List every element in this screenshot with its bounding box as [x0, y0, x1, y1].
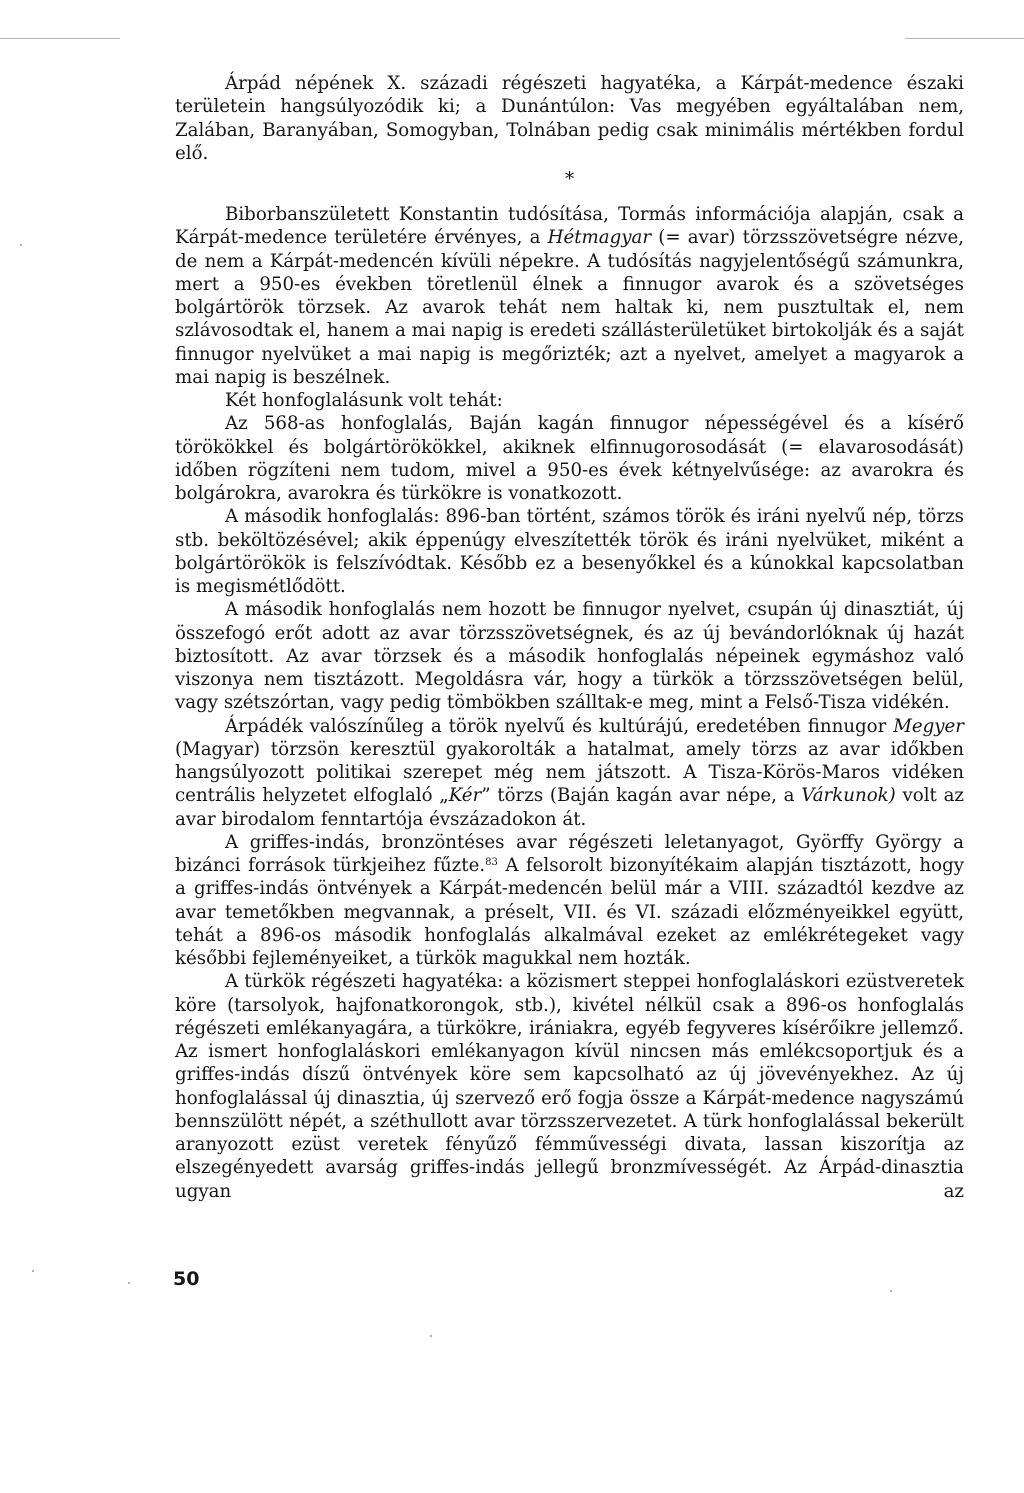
scan-line-top-right — [905, 38, 1024, 39]
paragraph-arpads-text-c: ” törzs (Baján kagán avar népe, a — [481, 785, 802, 807]
scan-speck — [128, 1282, 130, 1284]
paragraph-griffes-text-b: A felsorolt bizonyítékaim alapján tisztázott, hogy a griffes-indás öntvények a Kárpát-medencén belül már a VIII. századtól kezdve az avar temetőkben megvannak, a préselt, VII. és VI. századi előzményeikkel együtt, tehát a 896-os második honfoglalás alkalmával ezeket az emlékrétegeket vagy későbbi fejleményeiket, a türkök magukkal nem hozták. — [175, 855, 965, 969]
paragraph-konstantin — [175, 203, 964, 389]
paragraph-turk-heritage: A türkök régészeti hagyatéka: a közismert steppei honfoglaláskori ezüstveretek köre (tarsolyok, hajfonatkorongok, stb.), kivétel nélkül csak a 896-os honfoglalás régészeti emlékanyagára, a türkökre, irániakra, egyéb fegyveres kísérőikre jellemző. Az ismert honfoglaláskori emlékanyagon kívül nincsen más emlékcsoportjuk és a griffes-indás díszű öntvények köre sem kapcsolható az új jövevényekhez. Az új honfoglalással új dinasztia, új szervező erő fogja össze a Kárpát-medence nagyszámú bennszülött népét, a széthullott avar törzsszervezetet. A türk honfoglalással bekerült aranyozott ezüst veretek fényűző fémművességi divata, lassan kiszorítja az elszegényedett avarság griffes-indás jellegű bronzmívességét. Az Árpád-dinasztia ugyan az — [175, 971, 964, 1202]
paragraph-arpads-text-a: Árpádék valószínűleg a török nyelvű és kultúrájú, eredetében finnugor — [225, 715, 894, 737]
paragraph-arpads — [175, 715, 964, 831]
paragraph-griffes-text-a: A griffes-indás, bronzöntéses avar régészeti leletanyagot, Györffy György a bizánci források türkjeihez fűzte. — [175, 831, 964, 876]
varkunok-term: Várkunok) — [801, 785, 896, 807]
scan-speck — [430, 1335, 432, 1337]
paragraph-568-conquest: Az 568-as honfoglalás, Baján kagán finnugor népességével és a kísérő törökökkel és bolgártörökökkel, akiknek elfinnugorosodását (= elavarosodását) időben rögzíteni nem tudom, mivel a 950-es évek kétnyelvűsége: az avarokra és bolgárokra, avarokra és türkökre is vonatkozott. — [175, 413, 964, 504]
paragraph-griffes — [175, 831, 964, 971]
paragraph-two-conquests: Két honfoglalásunk volt tehát: — [225, 390, 503, 411]
paragraph-intro: Árpád népének X. századi régészeti hagyatéka, a Kárpát-medence északi területein hangsúlyozódik ki; a Dunántúlon: Vas megyében egyáltalában nem, Zalában, Baranyában, Somogyban, Tolnában pedig csak minimális mértékben fordul elő. — [175, 73, 964, 164]
paragraph-no-finnugor: A második honfoglalás nem hozott be finnugor nyelvet, csupán új dinasztiát, új összefogó erőt adott az avar törzsszövetségnek, és az új bevándorlóknak új hazát biztosított. Az avar törzsek és a második honfoglalás népeinek egymáshoz való viszonya nem tisztázott. Megoldásra vár, hogy a türkök a törzsszövetségen belül, vagy szétszórtan, vagy pedig tömbökben szálltak-e meg, mint a Felső-Tisza vidékén. — [175, 599, 964, 714]
footnote-ref-83[interactable]: 83 — [485, 857, 498, 868]
ker-term: Kér — [448, 785, 482, 807]
paragraph-konstantin-text-a: Biborbanszületett Konstantin tudósítása, Tormás információja alapján, csak a Kárpát-medence területére érvényes, a — [175, 204, 964, 249]
page-body — [175, 72, 964, 1203]
paragraph-arpads-text-b: (Magyar) törzsön keresztül gyakorolták a hatalmat, amely törzs az avar időkben hangsúlyozott politikai szerepet még nem játszott. A Tisza-Körös-Maros vidéken centrális helyzetet elfoglaló „ — [175, 738, 964, 807]
scan-speck — [20, 244, 22, 246]
hetmagyar-term: Hétmagyar — [547, 227, 652, 249]
scan-speck — [32, 1270, 34, 1272]
paragraph-konstantin-text-b: (= avar) törzsszövetségre nézve, de nem a Kárpát-medencén kívüli népekre. A tudósítás nagyjelentőségű számunkra, mert a 950-es években töretlenül élnek a finnugor avarok és a szövetséges bolgártörök törzsek. Az avarok tehát nem haltak ki, nem pusztultak el, nem szlávosodtak el, hanem a mai napig is eredeti szállásterületüket birtokolják és a saját finnugor nyelvüket a mai napig is megőrizték; azt a nyelvet, amelyet a magyarok a mai napig is beszélnek. — [175, 227, 964, 388]
page-number: 50 — [173, 1268, 200, 1290]
scan-speck — [890, 1290, 892, 1292]
section-separator: * — [564, 169, 575, 190]
paragraph-arpads-text-d: volt az avar birodalom fenntartója évszázadokon át. — [175, 785, 964, 830]
scan-line-top-left — [0, 38, 120, 39]
megyer-term: Megyer — [893, 715, 964, 737]
paragraph-second-conquest: A második honfoglalás: 896-ban történt, számos török és iráni nyelvű nép, törzs stb. beköltözésével; akik éppenúgy elveszítették török és iráni nyelvüket, miként a bolgártörökök is felszívódtak. Később ez a besenyőkkel és a kúnokkal kapcsolatban is megismétlődött. — [175, 506, 964, 597]
